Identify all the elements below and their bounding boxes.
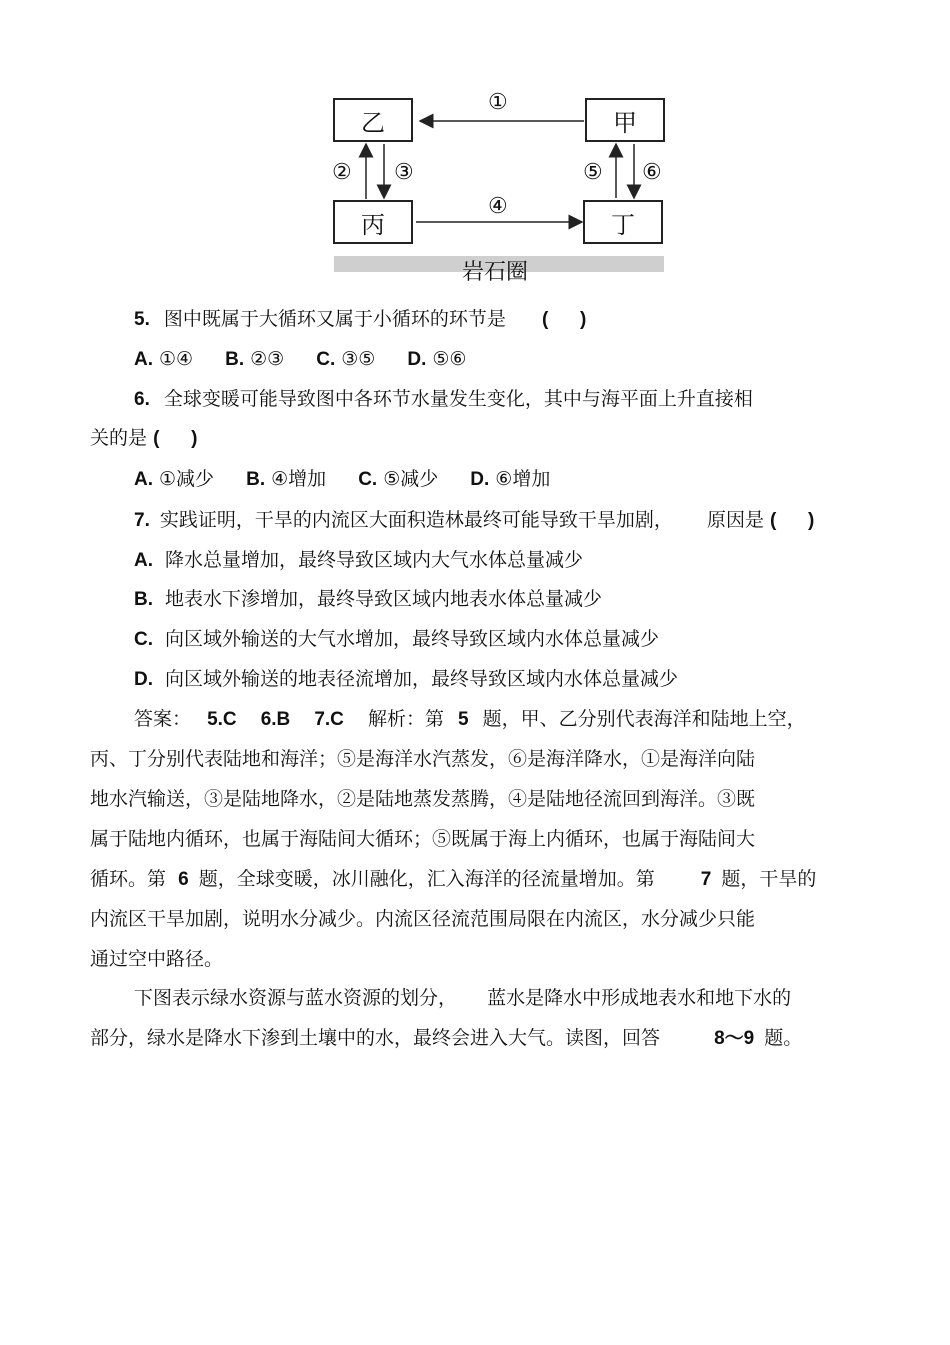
analysis-text-3: 地水汽输送，③是陆地降水，②是陆地蒸发蒸腾，④是陆地径流回到海洋。③既 bbox=[90, 788, 756, 810]
q7-option-b-letter: B. bbox=[134, 589, 153, 610]
answer-7: 7.C bbox=[314, 709, 344, 730]
node-ding: 丁 bbox=[583, 200, 663, 244]
q6-option-c-letter: C. bbox=[358, 469, 378, 490]
lithosphere-label: 岩石圈 bbox=[462, 260, 529, 285]
q6-stem bbox=[134, 387, 753, 412]
q6-option-c: ⑤减少 bbox=[383, 468, 439, 490]
q7-option-c-letter: C. bbox=[134, 629, 153, 650]
answer-line-5 bbox=[90, 867, 816, 892]
q7-option-d-row bbox=[134, 667, 678, 692]
q5-number: 5. bbox=[134, 309, 150, 330]
q7-option-a: 降水总量增加，最终导致区域内大气水体总量减少 bbox=[165, 549, 584, 571]
q5-paren: ( ) bbox=[541, 309, 587, 330]
intro-text-2a: 部分，绿水是降水下渗到土壤中的水，最终会进入大气。读图，回答 bbox=[90, 1027, 661, 1049]
answer-line-2 bbox=[90, 747, 755, 771]
q5-stem bbox=[134, 307, 586, 332]
arrow-3-label: ③ bbox=[394, 160, 414, 185]
answer-5: 5.C bbox=[207, 709, 237, 730]
q7-option-a-letter: A. bbox=[134, 550, 153, 571]
intro-line-2 bbox=[90, 1026, 802, 1051]
q6-paren: ( ) bbox=[153, 428, 198, 449]
q7-option-c: 向区域外输送的大气水增加，最终导致区域内水体总量减少 bbox=[165, 628, 660, 650]
q6-option-d-letter: D. bbox=[470, 469, 490, 490]
q5-option-d: ⑤⑥ bbox=[432, 348, 467, 370]
answer-line-1 bbox=[134, 707, 806, 732]
analysis-text-7: 通过空中路径。 bbox=[90, 948, 224, 970]
q6-option-b-letter: B. bbox=[246, 469, 266, 490]
intro-text-2b: 题。 bbox=[764, 1027, 803, 1049]
q6-options bbox=[134, 467, 550, 492]
q7-text: 实践证明，干旱的内流区大面积造林最终可能导致干旱加剧， bbox=[159, 509, 673, 531]
intro-line-1 bbox=[134, 986, 791, 1010]
q5-option-b-letter: B. bbox=[225, 349, 245, 370]
analysis-q-number: 5 bbox=[458, 709, 469, 730]
intro-text-1b: 蓝水是降水中形成地表水和地下水的 bbox=[487, 987, 792, 1009]
q7-stem bbox=[134, 508, 814, 533]
q5-option-b: ②③ bbox=[250, 348, 285, 370]
q5-option-a: ①④ bbox=[159, 348, 194, 370]
analysis-text-5b: 题，全球变暖，冰川融化，汇入海洋的径流量增加。第 bbox=[198, 868, 655, 890]
q5-option-a-letter: A. bbox=[134, 349, 153, 370]
q5-option-d-letter: D. bbox=[407, 349, 427, 370]
q6-text-line1: 全球变暖可能导致图中各环节水量发生变化，其中与海平面上升直接相 bbox=[163, 388, 753, 410]
arrow-4-label: ④ bbox=[488, 194, 508, 219]
analysis-text-4: 属于陆地内循环，也属于海陆间大循环；⑤既属于海上内循环，也属于海陆间大 bbox=[90, 828, 756, 850]
q7-paren: ( ) bbox=[770, 510, 815, 531]
node-jia: 甲 bbox=[585, 98, 665, 142]
answer-line-4 bbox=[90, 827, 755, 851]
analysis-q7-number: 7 bbox=[700, 869, 712, 890]
q7-option-d-letter: D. bbox=[134, 669, 153, 690]
answer-label: 答案： bbox=[134, 708, 192, 730]
intro-text-1a: 下图表示绿水资源与蓝水资源的划分， bbox=[134, 987, 458, 1009]
arrow-5-label: ⑤ bbox=[583, 160, 603, 185]
arrow-6-label: ⑥ bbox=[642, 160, 662, 185]
q6-stem-cont bbox=[90, 426, 197, 451]
q5-text: 图中既属于大循环又属于小循环的环节是 bbox=[163, 308, 506, 330]
answer-line-7 bbox=[90, 947, 223, 971]
q7-option-b: 地表水下渗增加，最终导致区域内地表水体总量减少 bbox=[165, 588, 603, 610]
q7-text-tail: 原因是 bbox=[706, 509, 764, 531]
q6-option-d: ⑥增加 bbox=[495, 468, 551, 490]
q7-option-a-row bbox=[134, 548, 583, 573]
intro-question-range: 8～9 bbox=[714, 1028, 755, 1049]
answer-line-3 bbox=[90, 787, 755, 811]
q7-option-d: 向区域外输送的地表径流增加，最终导致区域内水体总量减少 bbox=[165, 668, 679, 690]
analysis-text-6: 内流区干旱加剧，说明水分减少。内流区径流范围局限在内流区，水分减少只能 bbox=[90, 908, 756, 930]
q7-option-c-row bbox=[134, 627, 659, 652]
node-yi: 乙 bbox=[333, 98, 413, 142]
q5-options bbox=[134, 347, 466, 372]
arrow-2-label: ② bbox=[332, 160, 352, 185]
q6-number: 6. bbox=[134, 389, 150, 410]
analysis-label: 解析：第 bbox=[367, 708, 444, 730]
q5-option-c: ③⑤ bbox=[341, 348, 376, 370]
q7-option-b-row bbox=[134, 587, 602, 612]
answer-6: 6.B bbox=[260, 709, 291, 730]
analysis-text-2: 丙、丁分别代表陆地和海洋；⑤是海洋水汽蒸发，⑥是海洋降水，①是海洋向陆 bbox=[90, 748, 756, 770]
analysis-q6-number: 6 bbox=[178, 869, 189, 890]
q6-option-a-letter: A. bbox=[134, 469, 153, 490]
analysis-text-1: 题，甲、乙分别代表海洋和陆地上空， bbox=[482, 708, 806, 730]
node-bing: 丙 bbox=[333, 200, 413, 244]
q7-number: 7. bbox=[134, 510, 150, 531]
analysis-text-5c: 题，干旱的 bbox=[721, 868, 817, 890]
answer-line-6 bbox=[90, 907, 755, 931]
q6-text-line2: 关的是 bbox=[90, 427, 148, 449]
water-cycle-diagram bbox=[320, 88, 680, 288]
arrow-1-label: ① bbox=[488, 90, 508, 115]
analysis-text-5a: 循环。第 bbox=[90, 868, 167, 890]
q6-option-a: ①减少 bbox=[159, 468, 215, 490]
q5-option-c-letter: C. bbox=[316, 349, 336, 370]
q6-option-b: ④增加 bbox=[271, 468, 327, 490]
